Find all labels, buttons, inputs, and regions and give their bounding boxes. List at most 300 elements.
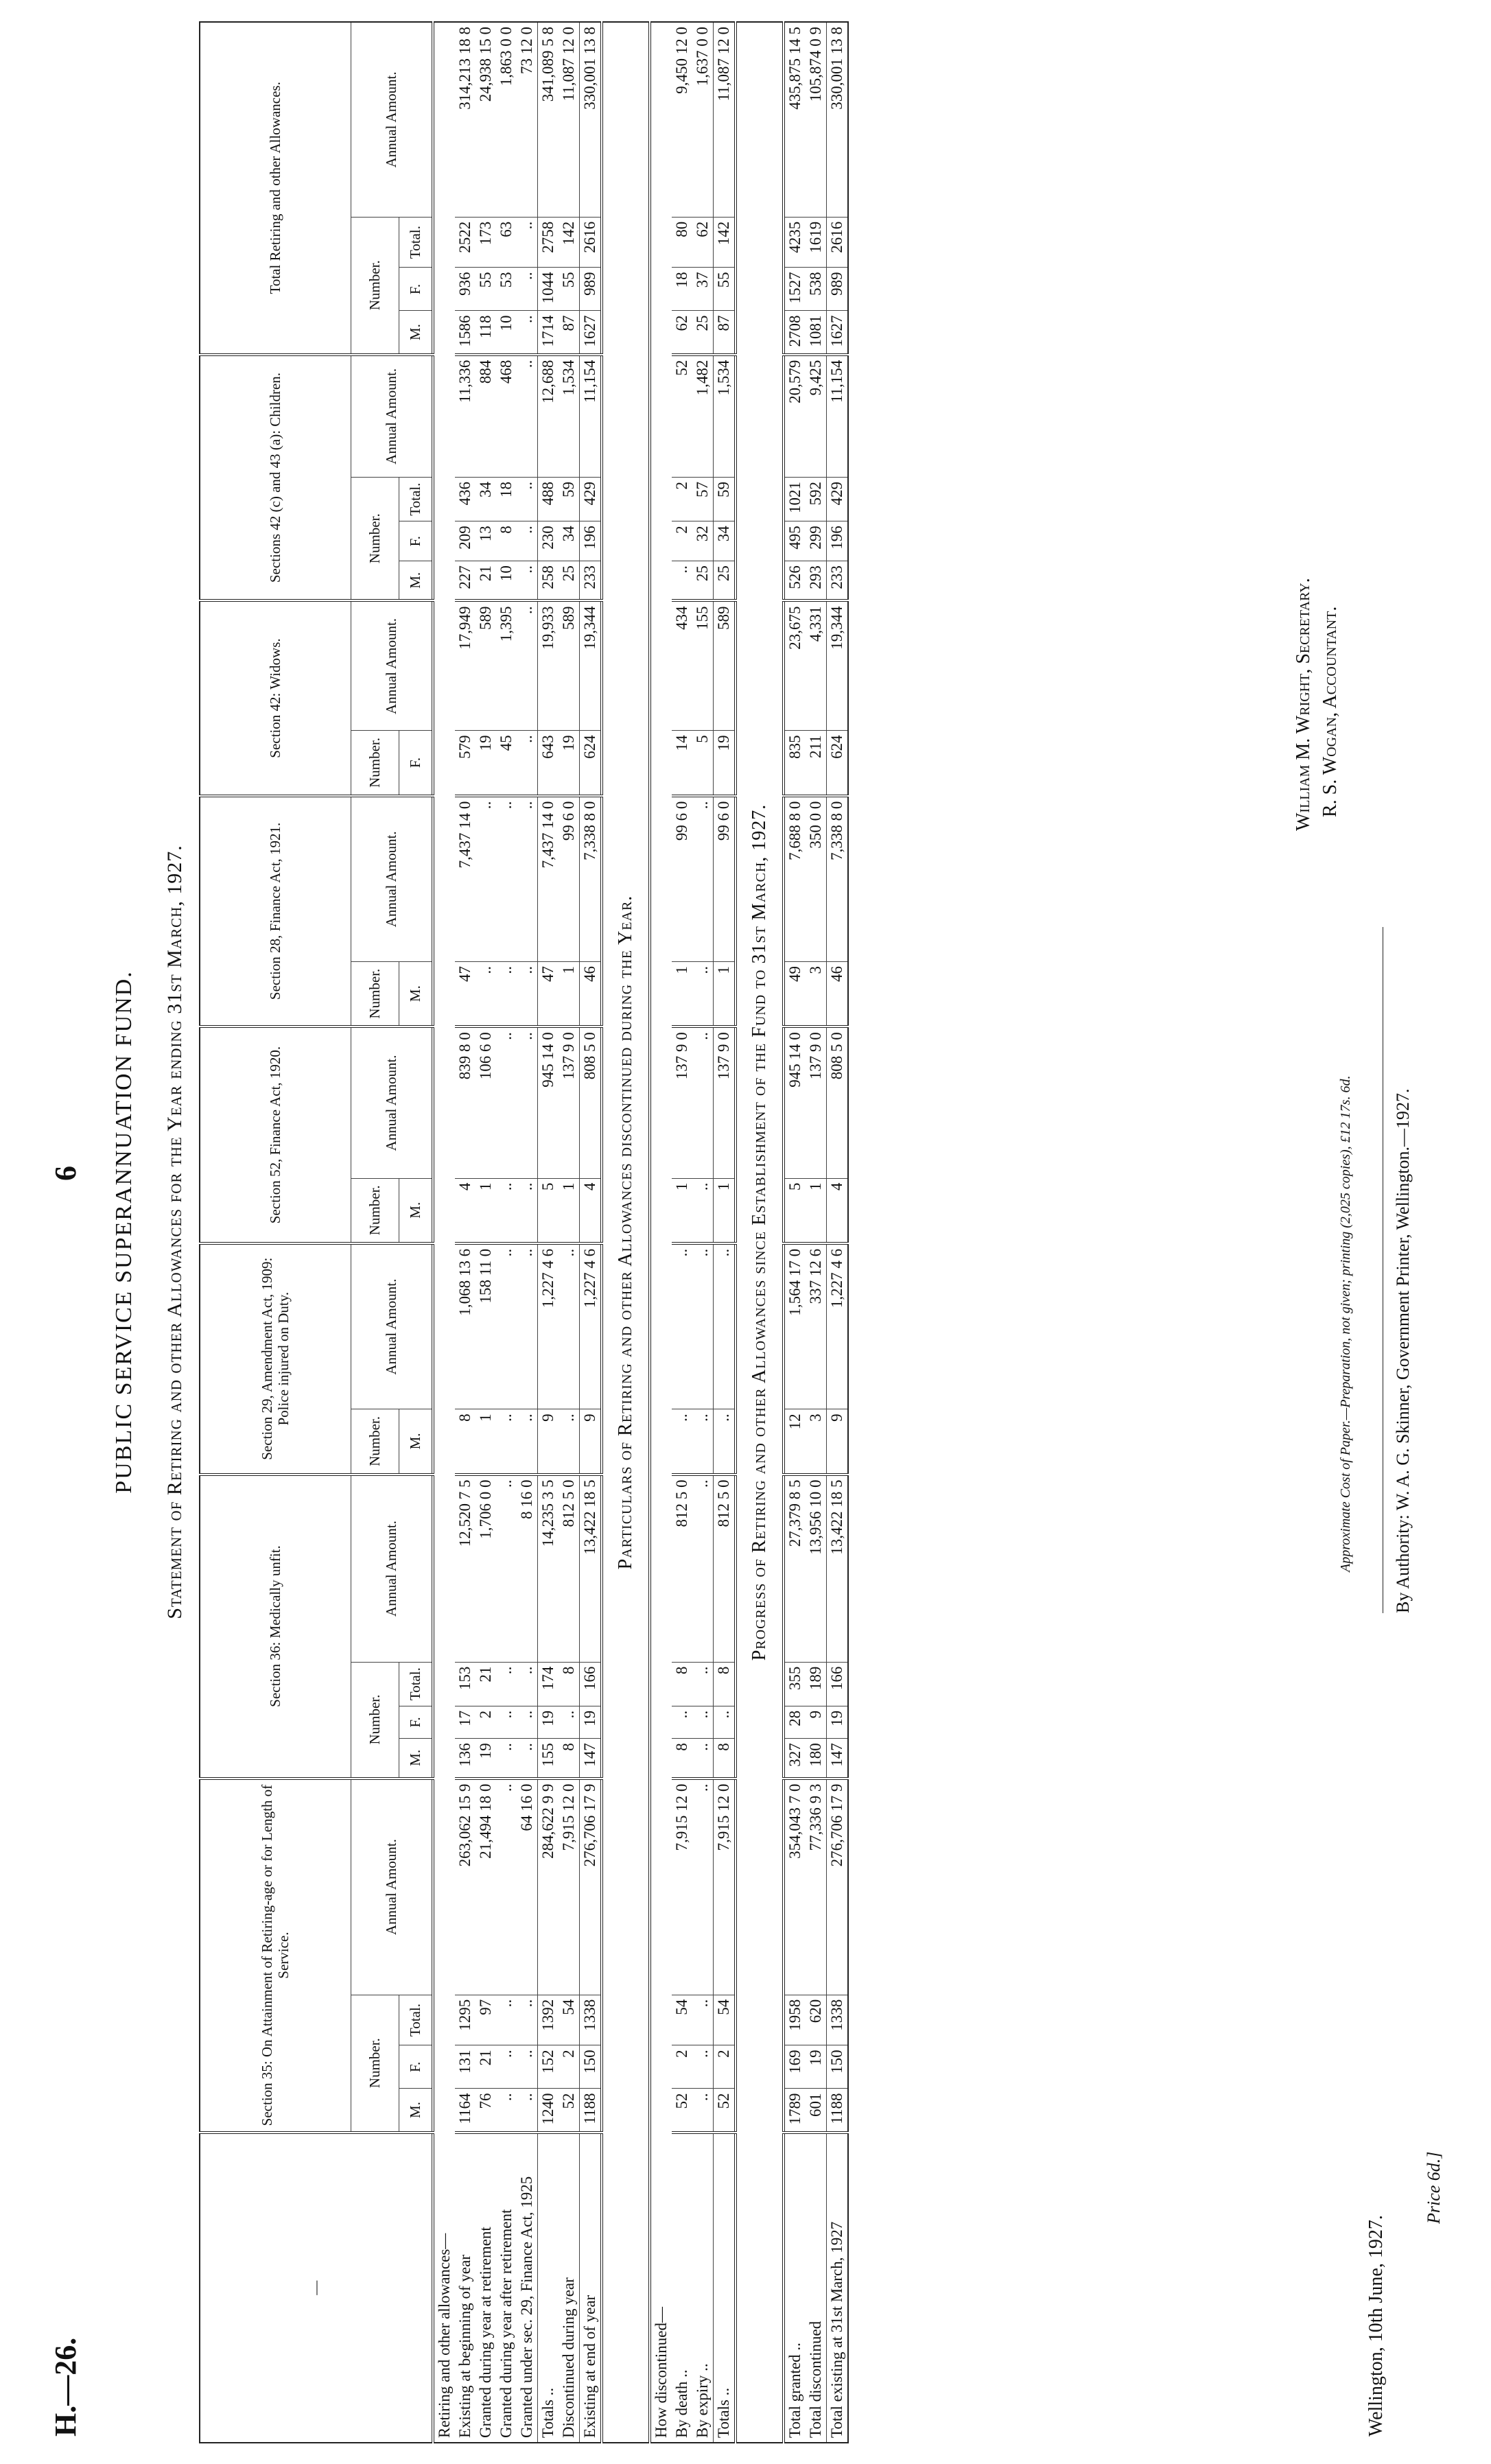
- s35-cell: 1188: [580, 2089, 602, 2133]
- s29-cell: 1: [476, 1409, 496, 1475]
- s35-cell: 1240: [538, 2089, 559, 2133]
- s35-cell: 131: [455, 2045, 476, 2089]
- s36-cell: 19: [476, 1739, 496, 1779]
- tot-cell: 142: [714, 217, 736, 268]
- s29-cell: 1,068 13 6: [455, 1243, 476, 1409]
- s29-cell: ..: [692, 1409, 714, 1475]
- s35-cell: 1338: [580, 1995, 602, 2045]
- s36-cell: 8 16 0: [517, 1475, 538, 1663]
- s35-cell: 620: [806, 1995, 827, 2045]
- tot-cell: 1527: [784, 268, 806, 311]
- s42-cell: 19,933: [538, 601, 559, 731]
- s42c-cell: 196: [580, 521, 602, 561]
- s29-cell: ..: [714, 1409, 736, 1475]
- table-row: [538, 22, 559, 2443]
- s35-cell: 1188: [827, 2089, 849, 2133]
- s35-cell: 7,915 12 0: [714, 1779, 736, 1995]
- tot-cell: 1627: [580, 311, 602, 355]
- s36-cell: 9: [806, 1706, 827, 1738]
- table-row: [827, 22, 849, 2443]
- s28-cell: 7,437 14 0: [538, 796, 559, 962]
- row-label: Total existing at 31st March, 1927: [828, 2221, 845, 2438]
- s42c-cell: 34: [714, 521, 736, 561]
- s42-cell: 5: [692, 731, 714, 796]
- s36-cell: 8: [559, 1662, 580, 1706]
- group-total: Total Retiring and other Allowances.: [200, 22, 351, 355]
- s35-cell: ..: [496, 1995, 517, 2045]
- s52-cell: 4: [455, 1178, 476, 1243]
- s42-cell: 624: [827, 731, 849, 796]
- table-head: [200, 22, 433, 2443]
- f-header: F.: [399, 521, 433, 561]
- s52-cell: 808 5 0: [580, 1026, 602, 1178]
- statement-intro: Retiring and other allowances—: [436, 2233, 453, 2438]
- s42c-cell: 2: [672, 521, 692, 561]
- statement-body: [433, 22, 602, 2443]
- annual-header: Annual Amount.: [351, 22, 433, 217]
- s36-cell: 355: [784, 1662, 806, 1706]
- s42-cell: 643: [538, 731, 559, 796]
- s28-cell: 7,338 8 0: [827, 796, 849, 962]
- s35-cell: 76: [476, 2089, 496, 2133]
- s36-cell: ..: [517, 1662, 538, 1706]
- s42c-cell: 209: [455, 521, 476, 561]
- s28-cell: ..: [476, 796, 496, 962]
- s42c-cell: 299: [806, 521, 827, 561]
- s35-cell: 152: [538, 2045, 559, 2089]
- s42-cell: 155: [692, 601, 714, 731]
- s29-cell: ..: [714, 1243, 736, 1409]
- tot-cell: 1627: [827, 311, 849, 355]
- s36-cell: 166: [580, 1662, 602, 1706]
- price: Price 6d.]: [1424, 2151, 1444, 2224]
- m-header: M.: [399, 1178, 433, 1243]
- s29-cell: 3: [806, 1409, 827, 1475]
- tot-cell: 142: [559, 217, 580, 268]
- s35-cell: 1789: [784, 2089, 806, 2133]
- s28-cell: ..: [517, 962, 538, 1027]
- s36-cell: ..: [496, 1739, 517, 1779]
- s36-cell: ..: [692, 1706, 714, 1738]
- s52-cell: 106 6 0: [476, 1026, 496, 1178]
- s29-cell: 8: [455, 1409, 476, 1475]
- progress-body: [784, 22, 848, 2443]
- tot-cell: 989: [580, 268, 602, 311]
- tot-cell: 1,637 0 0: [692, 22, 714, 217]
- s29-cell: ..: [496, 1409, 517, 1475]
- table-row: [784, 22, 806, 2443]
- tot-cell: 11,087 12 0: [559, 22, 580, 217]
- s29-cell: 337 12 6: [806, 1243, 827, 1409]
- s36-cell: 13,422 18 5: [580, 1475, 602, 1663]
- s29-cell: ..: [559, 1409, 580, 1475]
- s35-cell: 64 16 0: [517, 1779, 538, 1995]
- number-header: Number.: [351, 731, 399, 796]
- s42c-cell: 592: [806, 478, 827, 521]
- tot-cell: 55: [559, 268, 580, 311]
- total-header: Total.: [399, 1995, 433, 2045]
- s36-cell: 17: [455, 1706, 476, 1738]
- tot-cell: 63: [496, 217, 517, 268]
- s42c-cell: 1,534: [714, 355, 736, 478]
- number-header: Number.: [351, 1178, 399, 1243]
- s28-cell: 46: [580, 962, 602, 1027]
- s42c-cell: 468: [496, 355, 517, 478]
- s36-cell: ..: [714, 1706, 736, 1738]
- s42c-cell: 10: [496, 561, 517, 601]
- s42-cell: 14: [672, 731, 692, 796]
- tot-cell: 87: [714, 311, 736, 355]
- s35-cell: ..: [496, 2089, 517, 2133]
- particulars-title: Particulars of Retiring and other Allowances discontinued during the Year.: [615, 895, 636, 1570]
- s52-cell: 1: [714, 1178, 736, 1243]
- s52-cell: 137 9 0: [806, 1026, 827, 1178]
- s36-cell: 8: [672, 1662, 692, 1706]
- s28-cell: 47: [455, 962, 476, 1027]
- s35-cell: 7,915 12 0: [559, 1779, 580, 1995]
- s42-cell: 589: [559, 601, 580, 731]
- s36-cell: 147: [827, 1739, 849, 1779]
- s36-cell: 174: [538, 1662, 559, 1706]
- f-header: F.: [399, 2045, 433, 2089]
- s42c-cell: 11,336: [455, 355, 476, 478]
- s36-cell: 812 5 0: [714, 1475, 736, 1663]
- tot-cell: 55: [714, 268, 736, 311]
- tot-cell: 87: [559, 311, 580, 355]
- table-row: [580, 22, 602, 2443]
- s42-cell: 434: [672, 601, 692, 731]
- s35-cell: 52: [672, 2089, 692, 2133]
- group-s52: Section 52, Finance Act, 1920.: [200, 1026, 351, 1243]
- row-label: Granted under sec. 29, Finance Act, 1925: [518, 2176, 535, 2438]
- s35-cell: 1295: [455, 1995, 476, 2045]
- s36-cell: 19: [580, 1706, 602, 1738]
- s36-cell: 8: [672, 1739, 692, 1779]
- s36-cell: ..: [692, 1739, 714, 1779]
- m-header: M.: [399, 1739, 433, 1779]
- s28-cell: ..: [496, 962, 517, 1027]
- tot-cell: 55: [476, 268, 496, 311]
- s36-cell: ..: [517, 1706, 538, 1738]
- number-header: Number.: [351, 1409, 399, 1475]
- tot-cell: 118: [476, 311, 496, 355]
- s35-cell: 150: [827, 2045, 849, 2089]
- particulars-body: [650, 22, 736, 2443]
- s42c-cell: 230: [538, 521, 559, 561]
- s52-cell: ..: [496, 1026, 517, 1178]
- s29-cell: ..: [672, 1243, 692, 1409]
- annual-header: Annual Amount.: [351, 1779, 433, 1995]
- s36-cell: 166: [827, 1662, 849, 1706]
- tot-cell: 2522: [455, 217, 476, 268]
- s42c-cell: 2: [672, 478, 692, 521]
- number-header: Number.: [351, 1995, 399, 2132]
- s42c-cell: 11,154: [580, 355, 602, 478]
- s52-cell: 808 5 0: [827, 1026, 849, 1178]
- tot-cell: 105,874 0 9: [806, 22, 827, 217]
- s42c-cell: 1,482: [692, 355, 714, 478]
- s36-cell: 180: [806, 1739, 827, 1779]
- s36-cell: 13,422 18 5: [827, 1475, 849, 1663]
- s52-cell: ..: [517, 1178, 538, 1243]
- s35-cell: 354,043 7 0: [784, 1779, 806, 1995]
- f-header: F.: [399, 731, 433, 796]
- s35-cell: 150: [580, 2045, 602, 2089]
- table-row: [672, 22, 692, 2443]
- number-header: Number.: [351, 962, 399, 1027]
- tot-cell: 10: [496, 311, 517, 355]
- s29-cell: ..: [672, 1409, 692, 1475]
- s42c-cell: 258: [538, 561, 559, 601]
- s29-cell: ..: [692, 1243, 714, 1409]
- s42c-cell: 34: [559, 521, 580, 561]
- tot-cell: 62: [692, 217, 714, 268]
- s36-cell: 155: [538, 1739, 559, 1779]
- s28-cell: ..: [517, 796, 538, 962]
- s42c-cell: 429: [827, 478, 849, 521]
- s36-cell: ..: [496, 1662, 517, 1706]
- group-s42: Section 42: Widows.: [200, 601, 351, 796]
- s29-cell: ..: [517, 1409, 538, 1475]
- tot-cell: ..: [517, 311, 538, 355]
- table-row: [714, 22, 736, 2443]
- s36-cell: 8: [714, 1739, 736, 1779]
- accountant-signature: R. S. Wogan, Accountant.: [1319, 606, 1341, 817]
- f-header: F.: [399, 268, 433, 311]
- s42c-cell: 495: [784, 521, 806, 561]
- tot-cell: 2708: [784, 311, 806, 355]
- tot-cell: 73 12 0: [517, 22, 538, 217]
- row-label: By expiry ..: [694, 2363, 711, 2438]
- m-header: M.: [399, 1409, 433, 1475]
- f-header: F.: [399, 1706, 433, 1738]
- s42-cell: ..: [517, 731, 538, 796]
- tot-cell: 2616: [827, 217, 849, 268]
- s52-cell: 4: [580, 1178, 602, 1243]
- s35-cell: 7,915 12 0: [672, 1779, 692, 1995]
- s42-cell: 579: [455, 731, 476, 796]
- s52-cell: 137 9 0: [559, 1026, 580, 1178]
- s29-cell: 12: [784, 1409, 806, 1475]
- s52-cell: 137 9 0: [672, 1026, 692, 1178]
- s36-cell: 153: [455, 1662, 476, 1706]
- s36-cell: 147: [580, 1739, 602, 1779]
- s28-cell: ..: [476, 962, 496, 1027]
- s42-cell: 19,344: [827, 601, 849, 731]
- s42c-cell: 25: [714, 561, 736, 601]
- s42c-cell: 12,688: [538, 355, 559, 478]
- s28-cell: 1: [672, 962, 692, 1027]
- s35-cell: ..: [517, 2045, 538, 2089]
- s28-cell: 7,437 14 0: [455, 796, 476, 962]
- m-header: M.: [399, 2089, 433, 2133]
- s28-cell: 7,338 8 0: [580, 796, 602, 962]
- s36-cell: 8: [714, 1662, 736, 1706]
- tot-cell: 80: [672, 217, 692, 268]
- s29-cell: ..: [559, 1243, 580, 1409]
- tot-cell: 37: [692, 268, 714, 311]
- s52-cell: 1: [672, 1178, 692, 1243]
- s42-cell: 23,675: [784, 601, 806, 731]
- table-row: [517, 22, 538, 2443]
- s35-cell: 21,494 18 0: [476, 1779, 496, 1995]
- s29-cell: 9: [538, 1409, 559, 1475]
- tot-cell: 2758: [538, 217, 559, 268]
- s28-cell: ..: [496, 796, 517, 962]
- s29-cell: 9: [580, 1409, 602, 1475]
- s42c-cell: 18: [496, 478, 517, 521]
- particulars-title-section: [602, 22, 650, 2443]
- s28-cell: 49: [784, 962, 806, 1027]
- s52-cell: ..: [692, 1178, 714, 1243]
- tot-cell: ..: [517, 217, 538, 268]
- s35-cell: 1338: [827, 1995, 849, 2045]
- s28-cell: 7,688 8 0: [784, 796, 806, 962]
- s35-cell: ..: [692, 1779, 714, 1995]
- s42c-cell: 21: [476, 561, 496, 601]
- s42-cell: 835: [784, 731, 806, 796]
- s35-cell: 2: [714, 2045, 736, 2089]
- s29-cell: 1,227 4 6: [538, 1243, 559, 1409]
- s29-cell: 9: [827, 1409, 849, 1475]
- s28-cell: 3: [806, 962, 827, 1027]
- tot-cell: 1586: [455, 311, 476, 355]
- tot-cell: 11,087 12 0: [714, 22, 736, 217]
- authority-line: By Authority: W. A. G. Skinner, Government Printer, Wellington.—1927.: [1393, 1088, 1413, 1613]
- s28-cell: 99 6 0: [559, 796, 580, 962]
- tot-cell: ..: [517, 268, 538, 311]
- s36-cell: 2: [476, 1706, 496, 1738]
- total-header: Total.: [399, 478, 433, 521]
- s35-cell: 52: [559, 2089, 580, 2133]
- s28-cell: 99 6 0: [672, 796, 692, 962]
- annual-header: Annual Amount.: [351, 601, 433, 731]
- s35-cell: ..: [496, 2045, 517, 2089]
- s28-cell: 46: [827, 962, 849, 1027]
- s42-cell: 589: [714, 601, 736, 731]
- s28-cell: ..: [692, 962, 714, 1027]
- tot-cell: 4235: [784, 217, 806, 268]
- s35-cell: 601: [806, 2089, 827, 2133]
- s42c-cell: ..: [517, 521, 538, 561]
- particulars-intro: How discontinued—: [653, 2306, 670, 2438]
- s42c-cell: 57: [692, 478, 714, 521]
- s42c-cell: 52: [672, 355, 692, 478]
- row-label: Total discontinued: [807, 2321, 824, 2438]
- s36-cell: 812 5 0: [672, 1475, 692, 1663]
- row-label: Totals ..: [715, 2387, 732, 2438]
- s42c-cell: 25: [692, 561, 714, 601]
- m-header: M.: [399, 561, 433, 601]
- s36-cell: ..: [692, 1475, 714, 1663]
- group-s42c: Sections 42 (c) and 43 (a): Children.: [200, 355, 351, 601]
- table-row: [455, 22, 476, 2443]
- row-label: Granted during year at retirement: [477, 2227, 494, 2438]
- s35-cell: ..: [517, 2089, 538, 2133]
- tot-cell: 173: [476, 217, 496, 268]
- tot-cell: 62: [672, 311, 692, 355]
- tot-cell: 314,213 18 8: [455, 22, 476, 217]
- tot-cell: 25: [692, 311, 714, 355]
- s42-cell: 17,949: [455, 601, 476, 731]
- s35-cell: 2: [559, 2045, 580, 2089]
- number-header: Number.: [351, 217, 399, 354]
- s35-cell: 1164: [455, 2089, 476, 2133]
- tot-cell: 18: [672, 268, 692, 311]
- s42c-cell: 227: [455, 561, 476, 601]
- s36-cell: 8: [559, 1739, 580, 1779]
- s36-cell: 327: [784, 1739, 806, 1779]
- annual-header: Annual Amount.: [351, 1026, 433, 1178]
- annual-header: Annual Amount.: [351, 355, 433, 478]
- cost-note: Approximate Cost of Paper.—Preparation, not given; printing (2,025 copies), £12 17s. 6d.: [1338, 1075, 1353, 1572]
- s42c-cell: ..: [672, 561, 692, 601]
- s36-cell: 12,520 7 5: [455, 1475, 476, 1663]
- s42c-cell: 1,534: [559, 355, 580, 478]
- s42c-cell: 436: [455, 478, 476, 521]
- tot-cell: 330,001 13 8: [580, 22, 602, 217]
- s42c-cell: 293: [806, 561, 827, 601]
- s28-cell: 350 0 0: [806, 796, 827, 962]
- s29-cell: 158 11 0: [476, 1243, 496, 1409]
- s52-cell: 945 14 0: [784, 1026, 806, 1178]
- allowances-table: [199, 21, 849, 2443]
- s35-cell: 263,062 15 9: [455, 1779, 476, 1995]
- group-s36: Section 36: Medically unfit.: [200, 1475, 351, 1779]
- s52-cell: 1: [476, 1178, 496, 1243]
- tot-cell: 1044: [538, 268, 559, 311]
- s36-cell: ..: [672, 1706, 692, 1738]
- row-label: Discontinued during year: [560, 2277, 577, 2438]
- row-label: Granted during year after retirement: [497, 2209, 515, 2438]
- progress-title-section: [736, 22, 784, 2443]
- s42c-cell: 9,425: [806, 355, 827, 478]
- annual-header: Annual Amount.: [351, 796, 433, 962]
- group-s35: Section 35: On Attainment of Retiring-age or for Length of Service.: [200, 1779, 351, 2133]
- s36-cell: 1,706 0 0: [476, 1475, 496, 1663]
- tot-cell: 341,089 5 8: [538, 22, 559, 217]
- tot-cell: 53: [496, 268, 517, 311]
- s35-cell: 1958: [784, 1995, 806, 2045]
- s42-cell: 19,344: [580, 601, 602, 731]
- tot-cell: 1714: [538, 311, 559, 355]
- s42c-cell: ..: [517, 561, 538, 601]
- s42c-cell: 8: [496, 521, 517, 561]
- document-title: PUBLIC SERVICE SUPERANNUATION FUND.: [111, 970, 137, 1494]
- s28-cell: 1: [714, 962, 736, 1027]
- s35-cell: 54: [714, 1995, 736, 2045]
- s42c-cell: 34: [476, 478, 496, 521]
- s42-cell: 45: [496, 731, 517, 796]
- m-header: M.: [399, 311, 433, 355]
- s42-cell: 19: [714, 731, 736, 796]
- s35-cell: 276,706 17 9: [827, 1779, 849, 1995]
- table-row: [496, 22, 517, 2443]
- s35-cell: ..: [692, 2045, 714, 2089]
- page-reference: H.—26.: [49, 2337, 82, 2437]
- s52-cell: 5: [784, 1178, 806, 1243]
- tot-cell: 1081: [806, 311, 827, 355]
- s36-cell: 189: [806, 1662, 827, 1706]
- tot-cell: 435,875 14 5: [784, 22, 806, 217]
- s42c-cell: 59: [559, 478, 580, 521]
- s42c-cell: 526: [784, 561, 806, 601]
- secretary-signature: William M. Wright, Secretary.: [1293, 578, 1314, 831]
- s52-cell: 1: [559, 1178, 580, 1243]
- s42-cell: 589: [476, 601, 496, 731]
- s42c-cell: 429: [580, 478, 602, 521]
- row-label: Existing at beginning of year: [456, 2255, 473, 2438]
